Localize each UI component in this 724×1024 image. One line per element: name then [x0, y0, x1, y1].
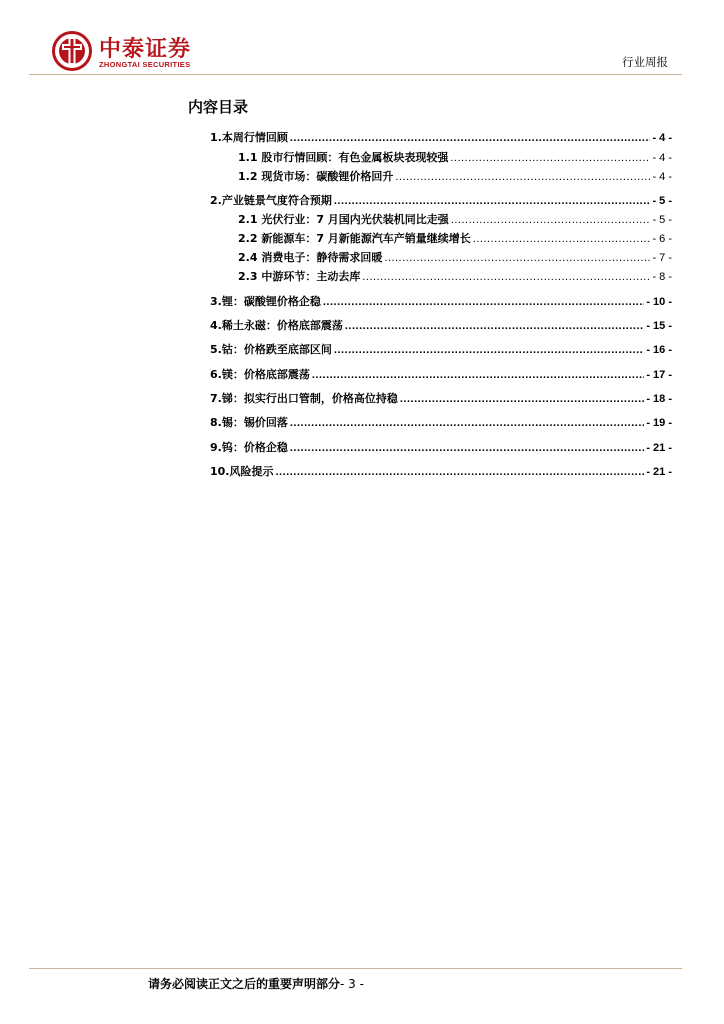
toc-entry[interactable]	[210, 465, 672, 479]
toc-entry[interactable]	[238, 270, 672, 284]
toc-entry-page: - 18 -	[646, 393, 672, 405]
toc-leader-dots	[290, 132, 651, 145]
toc-entry-label: 2.1 光伏行业：7 月国内光伏装机同比走强	[238, 213, 449, 226]
logo-chinese-name: 中泰证券	[99, 37, 192, 62]
toc-entry[interactable]	[210, 343, 672, 357]
toc-entry-page: - 17 -	[646, 369, 672, 381]
toc-leader-dots	[276, 466, 645, 479]
toc-leader-dots	[450, 152, 650, 165]
toc-entry-label: 1.1 股市行情回顾：有色金属板块表现较强	[238, 151, 449, 164]
toc-entry-page: - 5 -	[652, 214, 672, 226]
toc-entry-page: - 10 -	[646, 296, 672, 308]
toc-entry-label: 2.2 新能源车：7 月新能源汽车产销量继续增长	[238, 232, 471, 245]
toc-entry[interactable]	[210, 392, 672, 406]
toc-entry[interactable]	[238, 213, 672, 227]
footer-divider	[29, 968, 682, 969]
toc-entry-page: - 5 -	[652, 195, 672, 207]
company-logo	[52, 31, 222, 75]
toc-leader-dots	[400, 393, 644, 406]
toc-entry[interactable]	[210, 295, 672, 309]
toc-leader-dots	[334, 195, 651, 208]
toc-entry-label: 4.稀土永磁：价格底部震荡	[210, 319, 343, 332]
footer-disclaimer: 请务必阅读正文之后的重要声明部分	[148, 977, 341, 991]
footer-page-number: - 3 -	[340, 977, 364, 991]
toc-entry[interactable]	[210, 131, 672, 145]
toc-entry-label: 9.钨：价格企稳	[210, 441, 288, 454]
toc-entry-page: - 4 -	[652, 171, 672, 183]
zhongtai-logo-icon	[52, 31, 92, 71]
toc-entry[interactable]	[210, 416, 672, 430]
toc-entry-page: - 21 -	[646, 466, 672, 478]
toc-entry[interactable]	[210, 368, 672, 382]
toc-entry-page: - 4 -	[652, 132, 672, 144]
toc-entry-page: - 6 -	[652, 233, 672, 245]
toc-entry-label: 10.风险提示	[210, 465, 274, 478]
toc-entry[interactable]	[238, 232, 672, 246]
toc-entry-label: 3.锂：碳酸锂价格企稳	[210, 295, 321, 308]
toc-leader-dots	[395, 171, 650, 184]
report-type-label: 行业周报	[622, 55, 668, 69]
toc-leader-dots	[323, 296, 644, 309]
toc-entry-page: - 15 -	[646, 320, 672, 332]
toc-entry-label: 2.4 消费电子：静待需求回暖	[238, 251, 383, 264]
logo-english-name: ZHONGTAI SECURITIES	[99, 60, 191, 69]
toc-entry-label: 5.钴：价格跌至底部区间	[210, 343, 332, 356]
header-divider	[29, 74, 682, 75]
toc-entry[interactable]	[238, 251, 672, 265]
footer	[148, 975, 364, 992]
toc-leader-dots	[334, 344, 644, 357]
toc-leader-dots	[345, 320, 644, 333]
toc-leader-dots	[473, 233, 651, 246]
toc-entry-page: - 7 -	[652, 252, 672, 264]
toc-entry-label: 1.本周行情回顾	[210, 131, 288, 144]
toc-title: 内容目录	[188, 98, 249, 116]
toc-entry-label: 7.锑：拟实行出口管制，价格高位持稳	[210, 392, 398, 405]
toc-entry-label: 2.3 中游环节：主动去库	[238, 270, 361, 283]
toc-entry-page: - 4 -	[652, 152, 672, 164]
toc-entry[interactable]	[238, 170, 672, 184]
toc-entry[interactable]	[238, 151, 672, 165]
toc-entry[interactable]	[210, 194, 672, 208]
toc-entry[interactable]	[210, 319, 672, 333]
toc-leader-dots	[362, 271, 650, 284]
toc-leader-dots	[312, 369, 644, 382]
toc-entry-page: - 19 -	[646, 417, 672, 429]
toc-leader-dots	[290, 417, 644, 430]
toc-entry-label: 6.镁：价格底部震荡	[210, 368, 310, 381]
toc-leader-dots	[451, 214, 651, 227]
toc-entry-label: 8.锡：锡价回落	[210, 416, 288, 429]
toc-leader-dots	[290, 442, 644, 455]
toc-entry-label: 1.2 现货市场：碳酸锂价格回升	[238, 170, 394, 183]
toc-leader-dots	[384, 252, 650, 265]
toc-entry[interactable]	[210, 441, 672, 455]
toc-entry-page: - 16 -	[646, 344, 672, 356]
toc-entry-page: - 8 -	[652, 271, 672, 283]
toc-entry-page: - 21 -	[646, 442, 672, 454]
toc-entry-label: 2.产业链景气度符合预期	[210, 194, 332, 207]
